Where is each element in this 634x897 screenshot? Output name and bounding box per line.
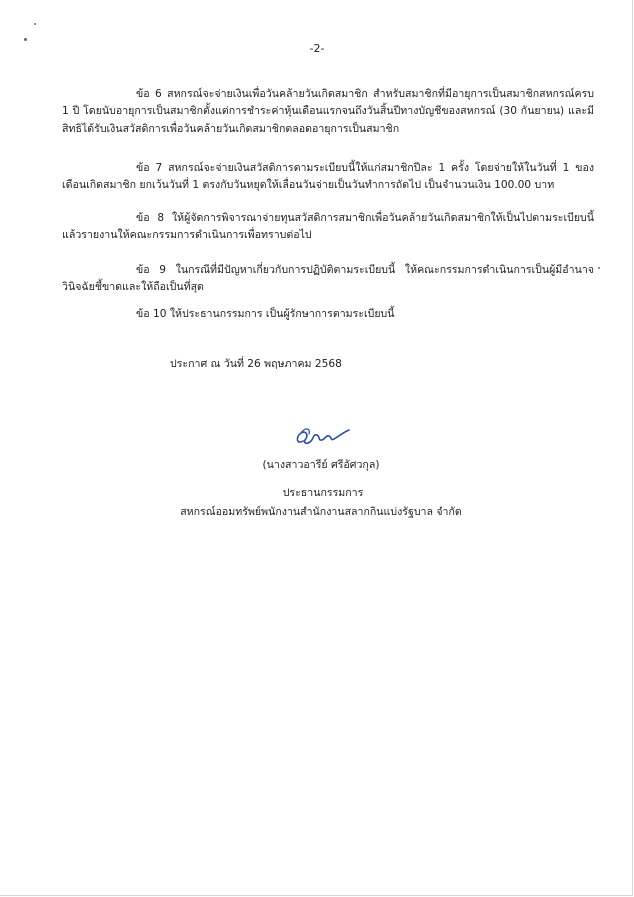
announcement-date: ประกาศ ณ วันที่ 26 พฤษภาคม 2568 <box>170 358 342 370</box>
clause-9 <box>62 262 594 297</box>
clause-8 <box>62 210 594 245</box>
scan-speck <box>24 38 27 41</box>
clause-10 <box>62 306 594 323</box>
signatory-name: (นางสาวอารีย์ ศรีอัศวกุล) <box>262 459 380 471</box>
scan-speck <box>598 267 600 269</box>
clause-8-text: ข้อ 8 ให้ผู้จัดการพิจารณาจ่ายทุนสวัสดิการสมาชิกเพื่อวันคล้ายวันเกิดสมาชิกให้เป็นไปตามระเบียบนี้ แล้วรายงานให้คณะกรรมการดำเนินการเพื่อทราบต่อไป <box>62 212 594 242</box>
clause-7 <box>62 160 594 195</box>
page-number: -2- <box>309 42 325 55</box>
scan-speck <box>34 23 36 25</box>
handwritten-signature <box>289 421 353 453</box>
signatory-position: ประธานกรรมการ <box>282 487 364 499</box>
clause-7-text: ข้อ 7 สหกรณ์จะจ่ายเงินสวัสดิการตามระเบียบนี้ให้แก่สมาชิกปีละ 1 ครั้ง โดยจ่ายให้ในวันที่ 1 ของเดือนเกิดสมาชิก ยกเว้นวันที่ 1 ตรงกับวันหยุดให้เลื่อนวันจ่ายเป็นวันทำการถัดไป เป็นจำนวนเงิน 100.00 บาท <box>62 162 594 192</box>
clause-6-text: ข้อ 6 สหกรณ์จะจ่ายเงินเพื่อวันคล้ายวันเกิดสมาชิก สำหรับสมาชิกที่มีอายุการเป็นสมาชิกสหกรณ์ครบ 1 ปี โดยนับอายุการเป็นสมาชิกตั้งแต่การชำระค่าหุ้นเดือนแรกจนถึงวันสิ้นปีทางบัญชีของสหกรณ์ (30 กันยายน) และมีสิทธิได้รับเงินสวัสดิการเพื่อวันคล้ายวันเกิดสมาชิกตลอดอายุการเป็นสมาชิก <box>62 88 594 135</box>
clause-10-text: ข้อ 10 ให้ประธานกรรมการ เป็นผู้รักษาการตามระเบียบนี้ <box>136 308 395 320</box>
signatory-organization: สหกรณ์ออมทรัพย์พนักงานสำนักงานสลากกินแบ่งรัฐบาล จำกัด <box>180 506 462 518</box>
clause-9-text: ข้อ 9 ในกรณีที่มีปัญหาเกี่ยวกับการปฏิบัติตามระเบียบนี้ ให้คณะกรรมการดำเนินการเป็นผู้มีอำนาจวินิจฉัยชี้ขาดและให้ถือเป็นที่สุด <box>62 264 594 294</box>
clause-6 <box>62 86 594 138</box>
